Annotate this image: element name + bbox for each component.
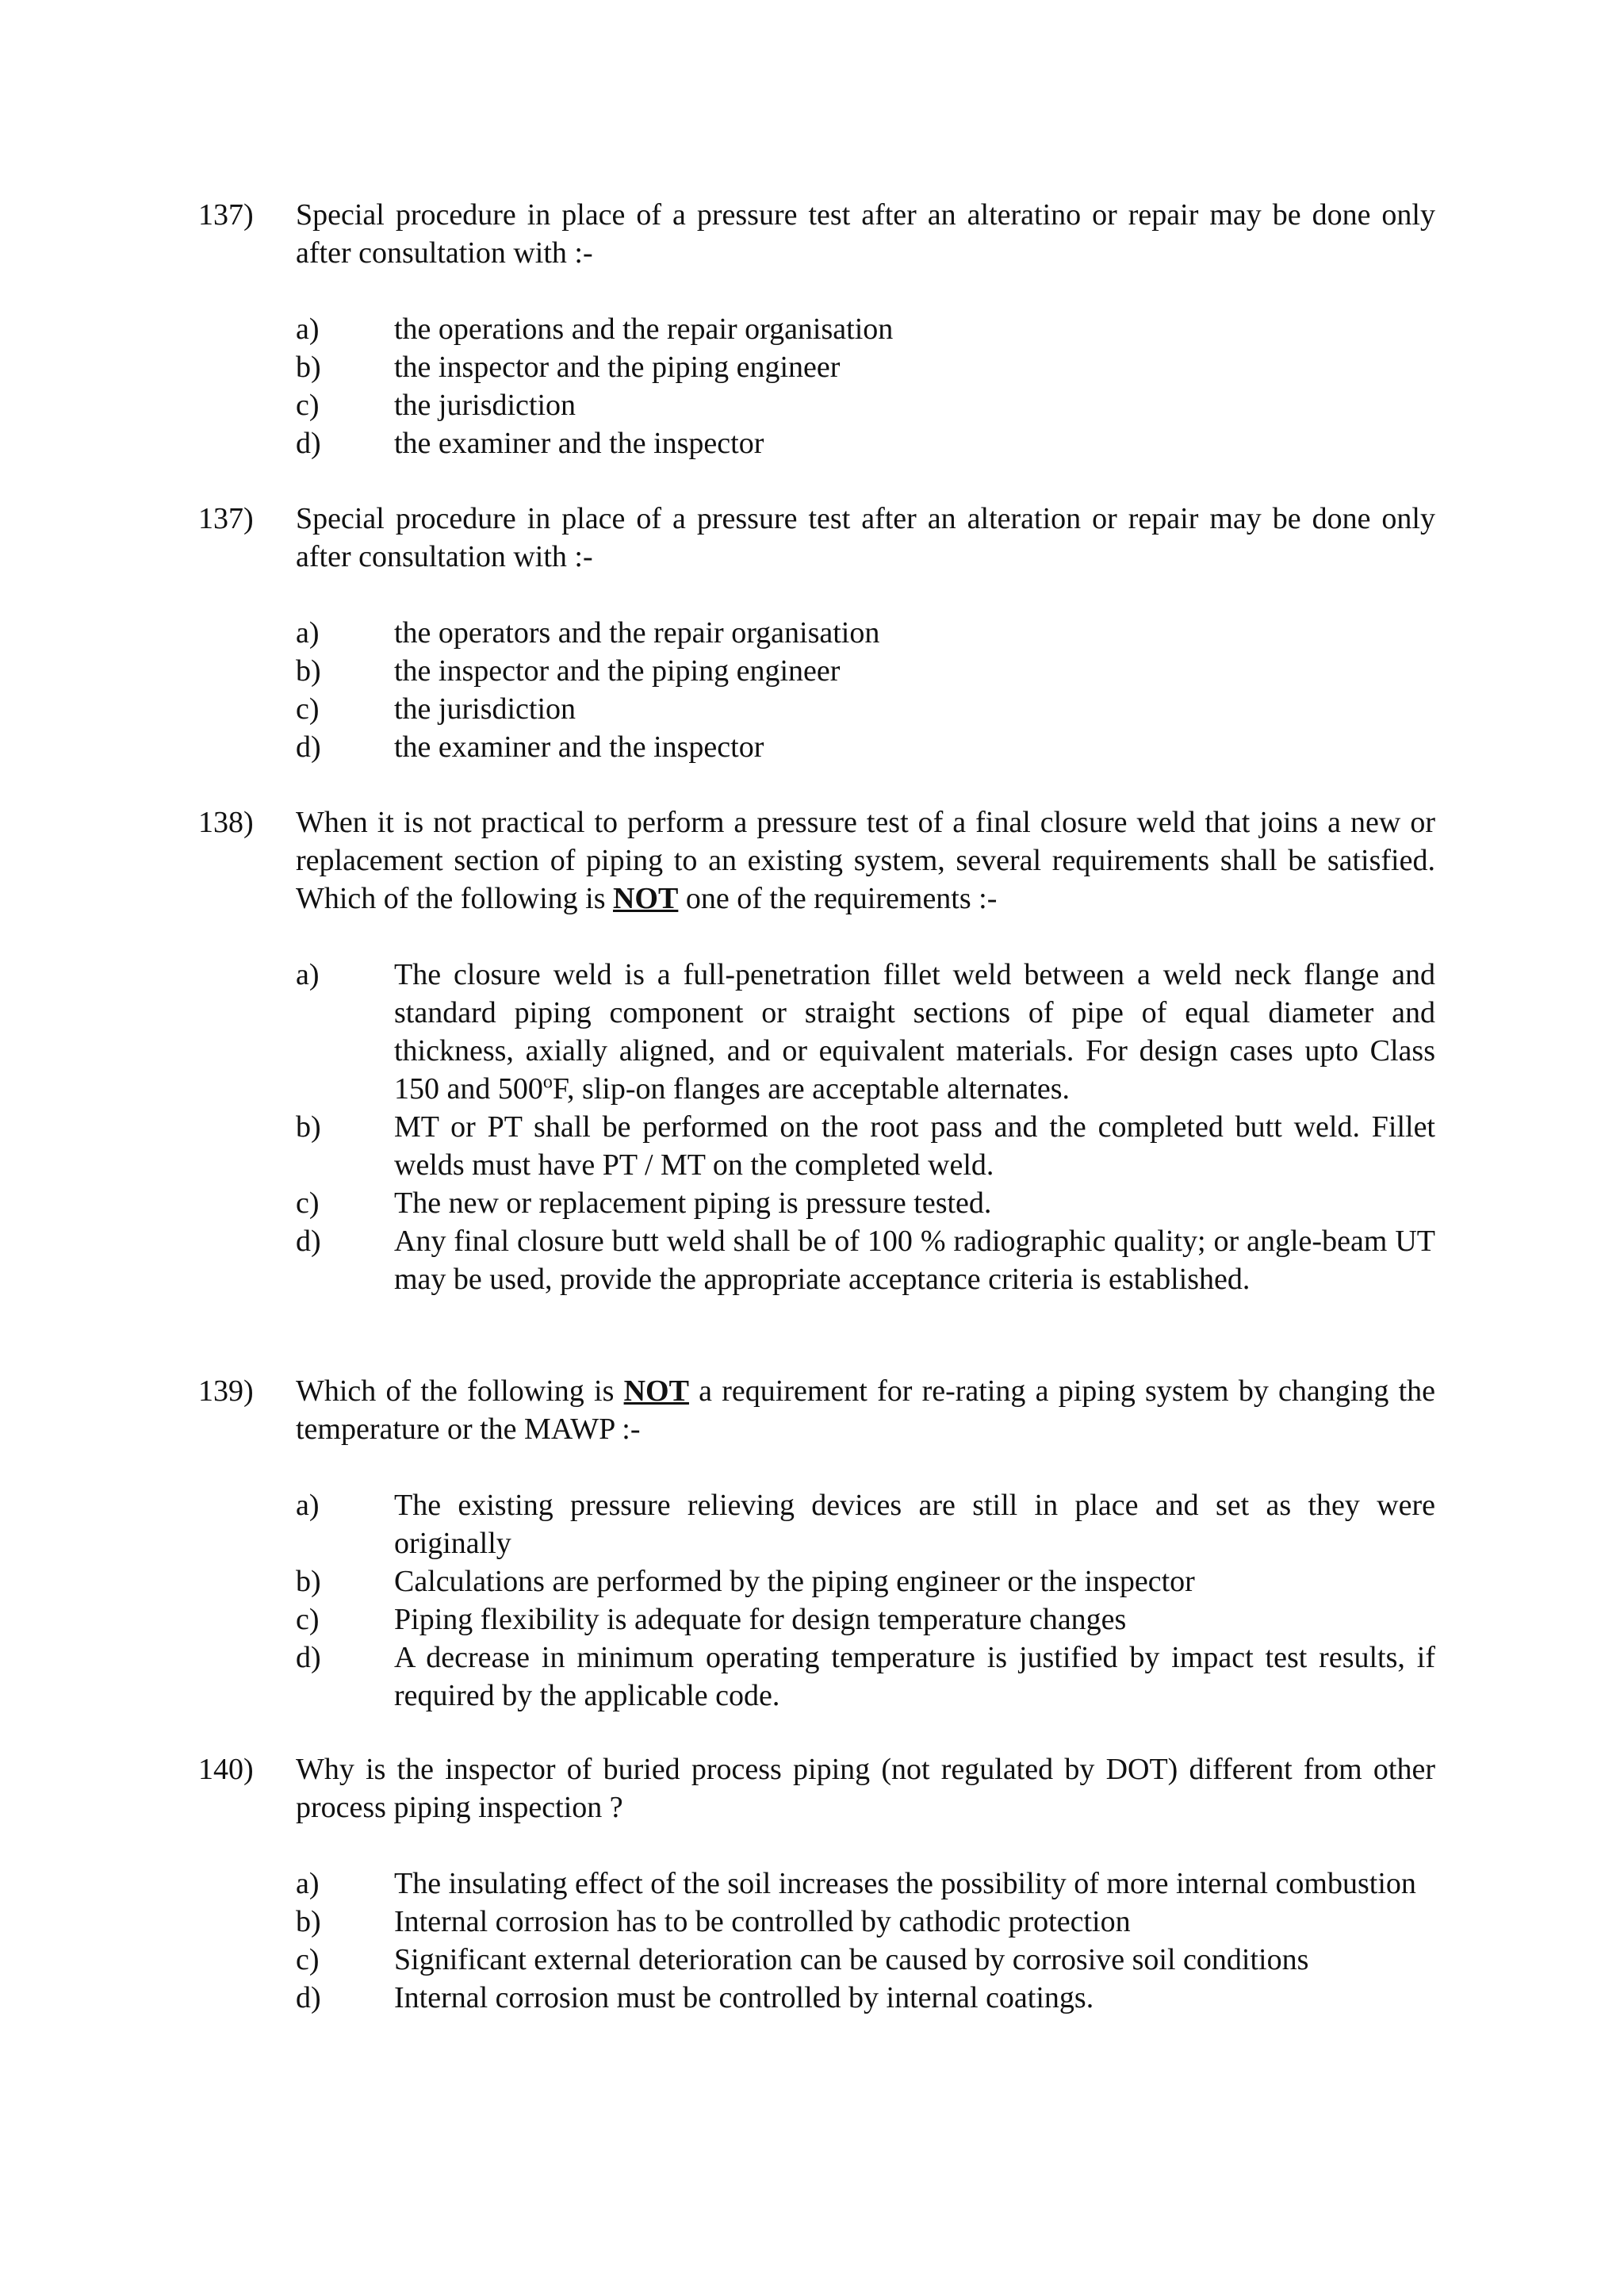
option-letter: a) (296, 1867, 320, 1900)
option-letter: b) (296, 1905, 321, 1938)
option-list (296, 310, 1435, 462)
option-letter: a) (296, 616, 320, 650)
option-letter: a) (296, 1489, 320, 1522)
option-a (296, 310, 1435, 348)
option-letter: b) (296, 1565, 321, 1598)
question-text: Special procedure in place of a pressure test after an alteration or repair may be done only after consultation with :- (296, 502, 1435, 573)
degree-superscript: o (542, 1071, 553, 1093)
option-letter: a) (296, 312, 320, 346)
option-text: Significant external deterioration can be caused by corrosive soil conditions (394, 1943, 1309, 1976)
option-text: the examiner and the inspector (394, 427, 764, 460)
question-text (296, 803, 1435, 918)
question-number: 138) (198, 806, 254, 839)
option-text: Internal corrosion must be controlled by internal coatings. (394, 1981, 1094, 2014)
option-a (296, 614, 1435, 652)
question-number: 137) (198, 198, 254, 232)
question-139 (198, 1372, 1435, 1715)
option-text: The existing pressure relieving devices are still in place and set as they were originally (394, 1489, 1435, 1560)
option-text: the examiner and the inspector (394, 730, 764, 764)
question-137-second (198, 500, 1435, 766)
question-number: 137) (198, 502, 254, 535)
question-number: 139) (198, 1374, 254, 1408)
question-text-end: a requirement for re-rating a piping system by changing the temperature or the MAWP :- (296, 1374, 1435, 1446)
option-text: the operators and the repair organisation (394, 616, 880, 650)
option-a (296, 1865, 1435, 1903)
option-c (296, 1184, 1435, 1222)
option-text-start: The closure weld is a full-penetration fillet weld between a weld neck flange and standard piping component or straight sections of pipe of equal diameter and thickness, axially aligned, and or equivalent materials. For design cases upto Class 150 and 500 (394, 958, 1435, 1106)
option-text: the inspector and the piping engineer (394, 351, 841, 384)
option-letter: d) (296, 427, 321, 460)
option-letter: c) (296, 1943, 320, 1976)
question-header (198, 1750, 1435, 1826)
emphasis-not: NOT (623, 1374, 689, 1408)
option-b (296, 1108, 1435, 1184)
option-list (296, 956, 1435, 1298)
option-text: The new or replacement piping is pressure tested. (394, 1186, 992, 1220)
question-text: Special procedure in place of a pressure test after an alteratino or repair may be done only after consultation with :- (296, 198, 1435, 270)
option-letter: b) (296, 654, 321, 688)
question-140 (198, 1750, 1435, 2017)
emphasis-not: NOT (612, 882, 679, 915)
option-letter: d) (296, 1225, 321, 1258)
option-c (296, 386, 1435, 424)
question-text-end: one of the requirements :- (678, 882, 998, 915)
question-137-first (198, 196, 1435, 462)
option-a (296, 1486, 1435, 1562)
option-letter: c) (296, 692, 320, 726)
option-d (296, 728, 1435, 766)
option-text: A decrease in minimum operating temperature is justified by impact test results, if required by the applicable code. (394, 1641, 1435, 1712)
option-list (296, 1865, 1435, 2017)
option-c (296, 690, 1435, 728)
option-text: The insulating effect of the soil increases the possibility of more internal combustion (394, 1867, 1416, 1900)
option-letter: a) (296, 958, 320, 991)
option-letter: d) (296, 1641, 321, 1674)
option-text: Any final closure butt weld shall be of 100 % radiographic quality; or angle-beam UT may be used, provide the appropriate acceptance criteria is established. (394, 1225, 1435, 1296)
option-letter: d) (296, 730, 321, 764)
option-letter: b) (296, 351, 321, 384)
option-text: Piping flexibility is adequate for design temperature changes (394, 1603, 1127, 1636)
option-list (296, 1486, 1435, 1715)
question-text (296, 1372, 1435, 1448)
question-138 (198, 803, 1435, 1298)
question-header (198, 196, 1435, 272)
option-a (296, 956, 1435, 1108)
question-number: 140) (198, 1753, 254, 1786)
option-c (296, 1941, 1435, 1979)
option-text: the jurisdiction (394, 389, 576, 422)
option-b (296, 348, 1435, 386)
option-d (296, 1222, 1435, 1298)
question-text-start: Which of the following is (296, 1374, 624, 1408)
option-text: the jurisdiction (394, 692, 576, 726)
option-letter: b) (296, 1110, 321, 1144)
option-text: Calculations are performed by the piping engineer or the inspector (394, 1565, 1195, 1598)
question-text: Why is the inspector of buried process piping (not regulated by DOT) different from other process piping inspection ? (296, 1753, 1435, 1824)
option-letter: c) (296, 389, 320, 422)
question-header (198, 1372, 1435, 1448)
option-b (296, 652, 1435, 690)
option-d (296, 424, 1435, 462)
option-text (394, 956, 1435, 1108)
option-d (296, 1979, 1435, 2017)
option-text: Internal corrosion has to be controlled by cathodic protection (394, 1905, 1131, 1938)
question-header (198, 803, 1435, 918)
option-b (296, 1562, 1435, 1600)
option-text: MT or PT shall be performed on the root pass and the completed butt weld. Fillet welds must have PT / MT on the completed weld. (394, 1110, 1435, 1182)
option-c (296, 1600, 1435, 1639)
option-letter: d) (296, 1981, 321, 2014)
option-d (296, 1639, 1435, 1715)
question-header (198, 500, 1435, 576)
option-b (296, 1903, 1435, 1941)
question-text-start: When it is not practical to perform a pressure test of a final closure weld that joins a new or replacement section of piping to an existing system, several requirements shall be satisfied. Which of the following is (296, 806, 1435, 915)
option-text: the inspector and the piping engineer (394, 654, 841, 688)
option-letter: c) (296, 1186, 320, 1220)
option-text-end: F, slip-on flanges are acceptable alternates. (552, 1072, 1071, 1106)
option-letter: c) (296, 1603, 320, 1636)
option-list (296, 614, 1435, 766)
option-text: the operations and the repair organisation (394, 312, 894, 346)
